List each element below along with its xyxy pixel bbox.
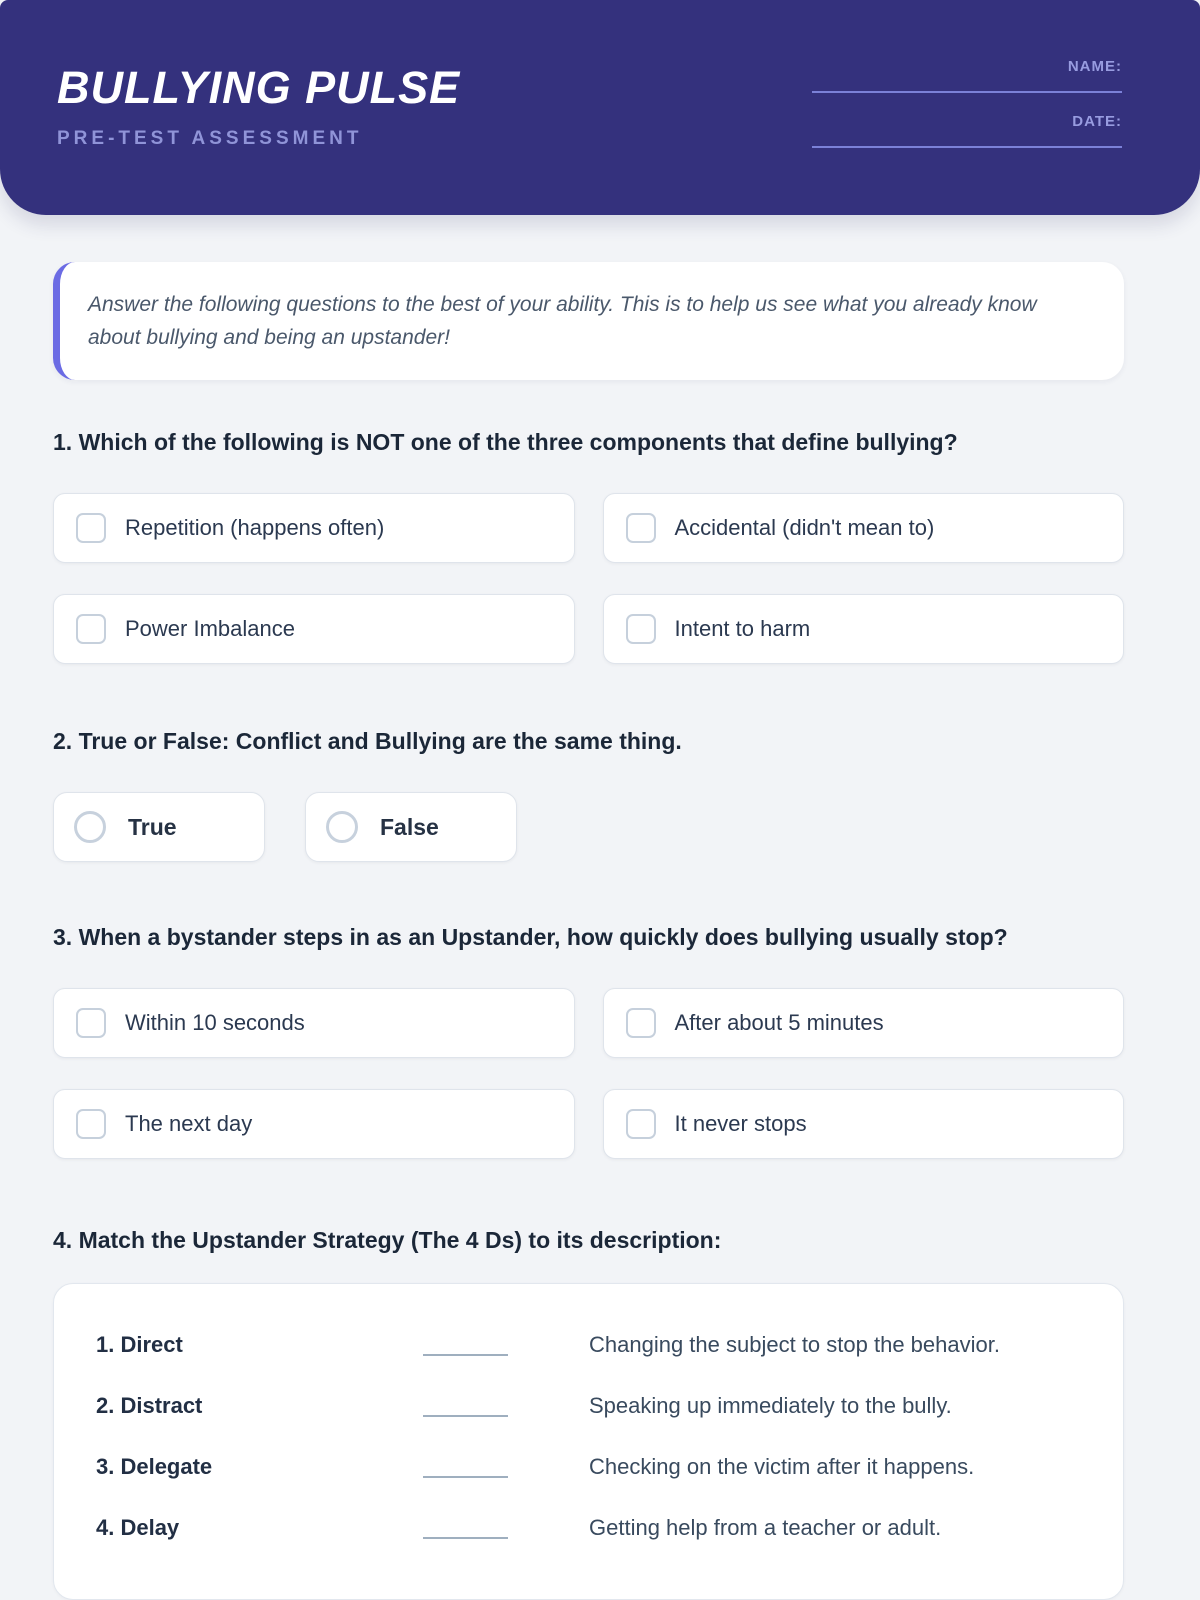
match-blank-line[interactable]: [423, 1334, 508, 1356]
header-banner: [0, 0, 1200, 215]
date-field-label: DATE:: [1072, 113, 1122, 130]
question-3-options: [53, 988, 1124, 1159]
header-fields: [812, 58, 1122, 148]
checkbox-icon[interactable]: [76, 614, 106, 644]
option-card[interactable]: [53, 988, 575, 1058]
option-card[interactable]: [603, 988, 1125, 1058]
checkbox-icon[interactable]: [626, 1109, 656, 1139]
option-label: True: [128, 813, 177, 840]
question-1-options: [53, 493, 1124, 664]
option-card[interactable]: [53, 493, 575, 563]
match-description: Speaking up immediately to the bully.: [589, 1393, 952, 1418]
page-title: BULLYING PULSE: [57, 62, 461, 113]
option-label: It never stops: [674, 1111, 807, 1136]
match-card: [53, 1283, 1124, 1600]
option-label: After about 5 minutes: [674, 1010, 884, 1035]
match-blank-line[interactable]: [423, 1395, 508, 1417]
option-label: Repetition (happens often): [125, 515, 385, 540]
date-field: [812, 113, 1122, 148]
question-2-options: [53, 792, 1124, 862]
intro-card: [53, 262, 1124, 380]
checkbox-icon[interactable]: [626, 513, 656, 543]
option-label: Within 10 seconds: [125, 1010, 305, 1035]
intro-text: Answer the following questions to the best of your ability. This is to help us see what you already know about bullying and being an upstander!: [88, 293, 1037, 349]
option-card[interactable]: [603, 594, 1125, 664]
option-card-false[interactable]: [305, 792, 517, 862]
checkbox-icon[interactable]: [626, 614, 656, 644]
match-blank-line[interactable]: [423, 1517, 508, 1539]
match-term: 2. Distract: [96, 1393, 203, 1418]
match-row: [96, 1515, 1081, 1541]
match-row: [96, 1393, 1081, 1419]
option-card[interactable]: [603, 1089, 1125, 1159]
match-blank-line[interactable]: [423, 1456, 508, 1478]
name-field: [812, 58, 1122, 93]
name-field-label: NAME:: [1067, 58, 1122, 75]
checkbox-icon[interactable]: [76, 513, 106, 543]
question-1-heading: 1. Which of the following is NOT one of the three components that define bullying?: [53, 429, 958, 455]
radio-icon[interactable]: [326, 811, 358, 843]
match-row: [96, 1454, 1081, 1480]
match-description: Changing the subject to stop the behavior.: [589, 1332, 1000, 1357]
form-body: [0, 262, 1200, 1600]
option-label: Intent to harm: [674, 616, 811, 641]
match-term: 4. Delay: [96, 1515, 180, 1540]
date-input-line[interactable]: [812, 146, 1122, 148]
option-card[interactable]: [53, 1089, 575, 1159]
option-label: Power Imbalance: [125, 616, 295, 641]
match-term: 3. Delegate: [96, 1454, 213, 1479]
checkbox-icon[interactable]: [76, 1109, 106, 1139]
name-input-line[interactable]: [812, 91, 1122, 93]
option-label: False: [380, 813, 439, 840]
question-3-heading: 3. When a bystander steps in as an Upstander, how quickly does bullying usually stop?: [53, 924, 1008, 950]
radio-icon[interactable]: [74, 811, 106, 843]
page-subtitle: PRE-TEST ASSESSMENT: [57, 128, 363, 150]
checkbox-icon[interactable]: [626, 1008, 656, 1038]
match-term: 1. Direct: [96, 1332, 183, 1357]
match-description: Checking on the victim after it happens.: [589, 1454, 975, 1479]
option-card[interactable]: [53, 594, 575, 664]
checkbox-icon[interactable]: [76, 1008, 106, 1038]
option-card[interactable]: [603, 493, 1125, 563]
option-label: The next day: [125, 1111, 253, 1136]
question-4-heading: 4. Match the Upstander Strategy (The 4 Ds) to its description:: [53, 1227, 722, 1253]
question-2-heading: 2. True or False: Conflict and Bullying are the same thing.: [53, 728, 682, 754]
match-description: Getting help from a teacher or adult.: [589, 1515, 942, 1540]
option-label: Accidental (didn't mean to): [674, 515, 935, 540]
option-card-true[interactable]: [53, 792, 265, 862]
match-row: [96, 1332, 1081, 1358]
